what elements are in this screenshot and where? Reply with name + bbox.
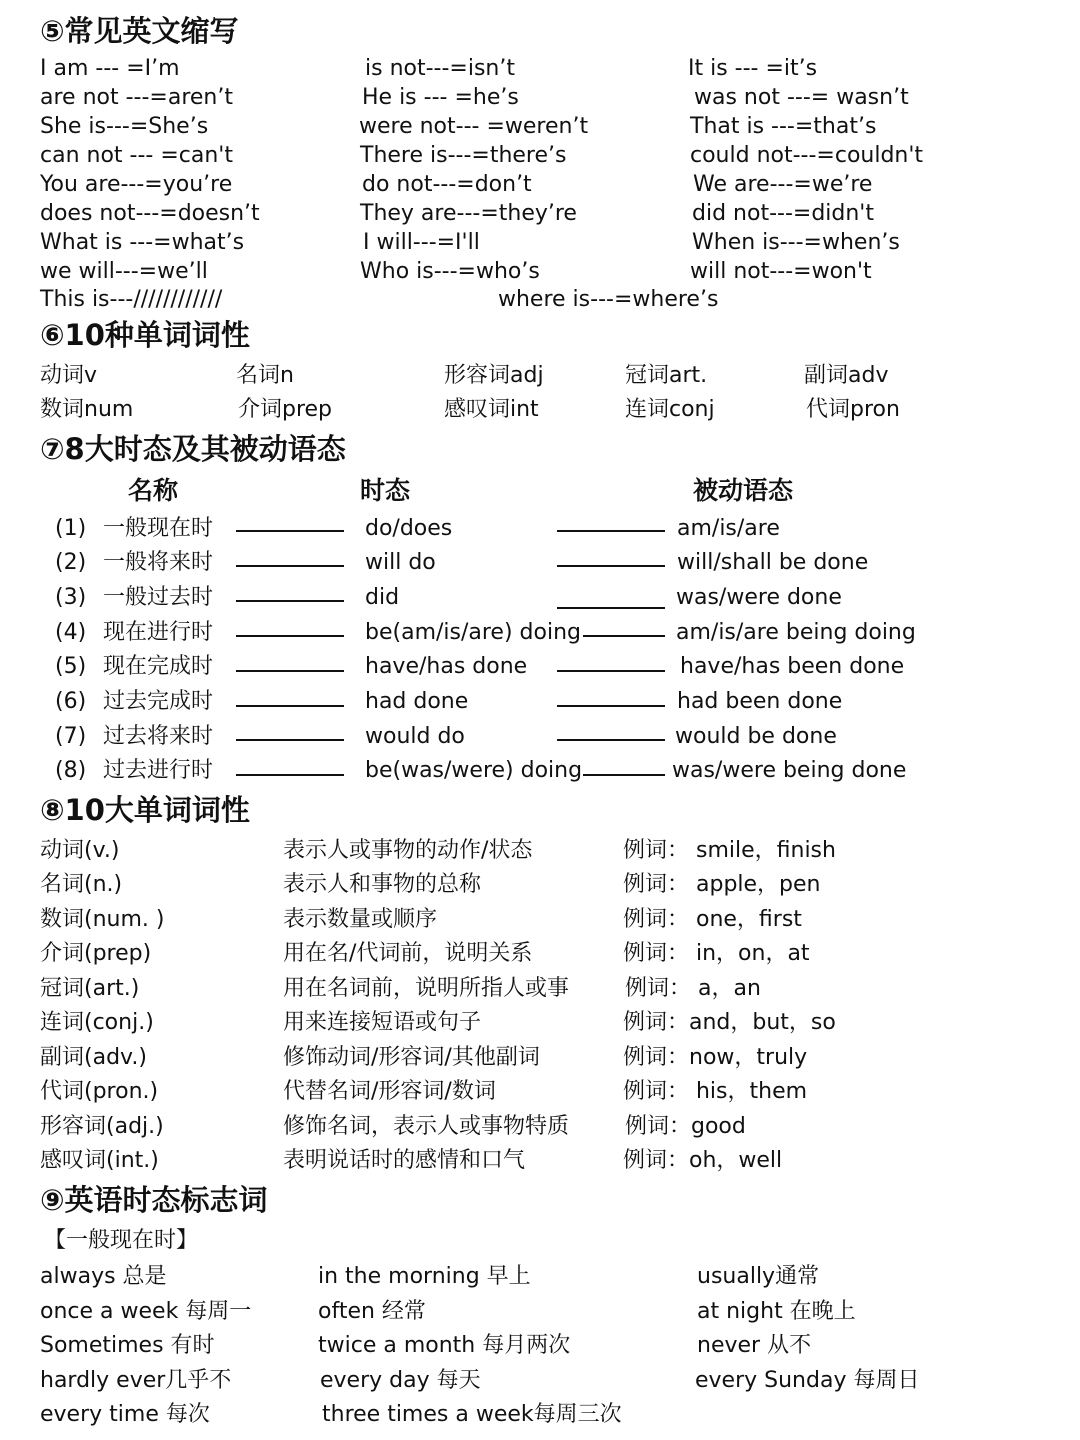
passive-form: have/has been done [680, 654, 905, 679]
pos-description: 表示数量或顺序 [283, 907, 438, 932]
connector-line [236, 739, 344, 741]
abbrev-item: was not ---= wasn’t [694, 85, 909, 110]
passive-form: would be done [675, 724, 837, 749]
abbrev-item: He is --- =he’s [362, 85, 519, 110]
pos-item: 名词n [236, 363, 294, 388]
abbrev-item: we will---=we’ll [40, 259, 208, 284]
abbrev-item: does not---=doesn’t [40, 201, 260, 226]
pos-name: 连词(conj.) [40, 1010, 154, 1035]
connector-line [557, 705, 665, 707]
pos-name: 代词(pron.) [40, 1079, 159, 1104]
section-9-title: ⑨英语时态标志词 [40, 1183, 268, 1217]
tense-number: (5) [55, 654, 87, 679]
connector-line [557, 739, 665, 741]
pos-name: 冠词(art.) [40, 976, 140, 1001]
tense-form: will do [365, 550, 436, 575]
tense-name: 过去进行时 [103, 758, 214, 783]
pos-name: 名词(n.) [40, 872, 123, 897]
abbrev-item: will not---=won't [690, 259, 872, 284]
pos-examples: 例词：now，truly [623, 1045, 808, 1070]
connector-line [583, 774, 665, 776]
abbrev-item: is not---=isn’t [365, 56, 515, 81]
abbrev-item: This is---//////////// [40, 287, 223, 312]
pos-item: 数词num [40, 397, 134, 422]
abbrev-item: That is ---=that’s [690, 114, 877, 139]
pos-description: 用来连接短语或句子 [283, 1010, 482, 1035]
pos-description: 表示人和事物的总称 [283, 872, 482, 897]
connector-line [236, 705, 344, 707]
pos-description: 表示人或事物的动作/状态 [283, 838, 533, 863]
tense-name: 现在进行时 [103, 620, 214, 645]
section-6-title: ⑥10种单词词性 [40, 318, 250, 352]
pos-examples: 例词：oh，well [623, 1148, 783, 1173]
tense-form: be(am/is/are) doing [365, 620, 581, 645]
signal-word: in the morning 早上 [318, 1264, 531, 1289]
tense-number: (7) [55, 724, 87, 749]
tense-name: 一般现在时 [103, 516, 214, 541]
signal-word: twice a month 每月两次 [318, 1333, 571, 1358]
pos-examples: 例词： in，on，at [623, 941, 810, 966]
abbrev-item: Who is---=who’s [360, 259, 540, 284]
pos-examples: 例词：good [625, 1114, 746, 1139]
passive-form: will/shall be done [677, 550, 869, 575]
passive-form: am/is/are [677, 516, 780, 541]
pos-name: 副词(adv.) [40, 1045, 147, 1070]
signal-word: hardly ever几乎不 [40, 1368, 232, 1393]
tense-number: (6) [55, 689, 87, 714]
connector-line [557, 607, 665, 609]
signal-word: often 经常 [318, 1299, 426, 1324]
pos-examples: 例词： one，first [623, 907, 802, 932]
abbrev-item: It is --- =it’s [688, 56, 818, 81]
tense-form: had done [365, 689, 469, 714]
connector-line [557, 530, 665, 532]
connector-line [236, 670, 344, 672]
abbrev-item: did not---=didn't [692, 201, 874, 226]
pos-item: 感叹词int [444, 397, 539, 422]
pos-name: 介词(prep) [40, 941, 152, 966]
abbrev-item: What is ---=what’s [40, 230, 245, 255]
tense-form: have/has done [365, 654, 528, 679]
signal-word: three times a week每周三次 [322, 1402, 622, 1427]
signal-word: always 总是 [40, 1264, 167, 1289]
tense-form: do/does [365, 516, 453, 541]
pos-examples: 例词： apple，pen [623, 872, 821, 897]
tense-name: 一般将来时 [103, 550, 214, 575]
pos-name: 动词(v.) [40, 838, 120, 863]
abbrev-item: are not ---=aren’t [40, 85, 233, 110]
tense-number: (2) [55, 550, 87, 575]
tense-name: 过去将来时 [103, 724, 214, 749]
pos-item: 形容词adj [444, 363, 544, 388]
passive-form: was/were being done [672, 758, 907, 783]
connector-line [557, 670, 665, 672]
connector-line [583, 635, 665, 637]
connector-line [557, 565, 665, 567]
pos-name: 形容词(adj.) [40, 1114, 164, 1139]
signal-word: at night 在晚上 [697, 1299, 856, 1324]
passive-form: am/is/are being doing [676, 620, 916, 645]
tense-form: did [365, 585, 400, 610]
tense-form: would do [365, 724, 465, 749]
pos-name: 数词(num. ) [40, 907, 165, 932]
pos-description: 修饰名词，表示人或事物特质 [283, 1114, 570, 1139]
abbrev-item: We are---=we’re [693, 172, 873, 197]
column-header-tense: 时态 [360, 476, 411, 505]
pos-item: 副词adv [804, 363, 889, 388]
abbrev-item: They are---=they’re [360, 201, 577, 226]
connector-line [236, 774, 344, 776]
tense-form: be(was/were) doing [365, 758, 583, 783]
abbrev-item: could not---=couldn't [690, 143, 924, 168]
signal-word: Sometimes 有时 [40, 1333, 215, 1358]
pos-description: 修饰动词/形容词/其他副词 [283, 1045, 540, 1070]
abbrev-item: I am --- =I’m [40, 56, 180, 81]
tense-number: (4) [55, 620, 87, 645]
tense-name: 过去完成时 [103, 689, 214, 714]
pos-examples: 例词： a，an [625, 976, 761, 1001]
tense-number: (3) [55, 585, 87, 610]
signal-word: never 从不 [697, 1333, 812, 1358]
pos-item: 冠词art. [625, 363, 708, 388]
pos-description: 用在名/代词前，说明关系 [283, 941, 533, 966]
abbrev-item: can not --- =can't [40, 143, 233, 168]
section-8-title: ⑧10大单词词性 [40, 793, 250, 827]
pos-item: 连词conj [625, 397, 715, 422]
pos-description: 表明说话时的感情和口气 [283, 1148, 526, 1173]
pos-name: 感叹词(int.) [40, 1148, 159, 1173]
abbrev-item: When is---=when’s [692, 230, 900, 255]
pos-item: 代词pron [806, 397, 900, 422]
signal-word: every time 每次 [40, 1402, 210, 1427]
abbrev-item: I will---=I'll [363, 230, 480, 255]
signal-word: every day 每天 [320, 1368, 481, 1393]
abbrev-item: You are---=you’re [40, 172, 233, 197]
connector-line [236, 635, 344, 637]
connector-line [236, 565, 344, 567]
connector-line [236, 600, 344, 602]
tense-name: 现在完成时 [103, 654, 214, 679]
tense-number: (1) [55, 516, 87, 541]
passive-form: had been done [677, 689, 843, 714]
abbrev-item-extra: where is---=where’s [498, 287, 719, 312]
passive-form: was/were done [676, 585, 842, 610]
abbrev-item: There is---=there’s [360, 143, 567, 168]
signal-word: usually通常 [697, 1264, 820, 1289]
connector-line [236, 530, 344, 532]
section-7-title: ⑦8大时态及其被动语态 [40, 432, 346, 466]
column-header-name: 名称 [128, 476, 179, 505]
pos-examples: 例词： his，them [623, 1079, 808, 1104]
pos-description: 用在名词前，说明所指人或事 [283, 976, 570, 1001]
signal-word: once a week 每周一 [40, 1299, 252, 1324]
simple-present-subtitle: 【一般现在时】 [44, 1228, 199, 1253]
abbrev-item: do not---=don’t [362, 172, 532, 197]
pos-examples: 例词： smile，finish [623, 838, 836, 863]
section-5-title: ⑤常见英文缩写 [40, 14, 239, 48]
column-header-passive: 被动语态 [693, 476, 794, 505]
pos-description: 代替名词/形容词/数词 [283, 1079, 496, 1104]
signal-word: every Sunday 每周日 [695, 1368, 920, 1393]
pos-item: 动词v [40, 363, 98, 388]
abbrev-item: She is---=She’s [40, 114, 209, 139]
pos-examples: 例词：and，but，so [623, 1010, 836, 1035]
abbrev-item: were not--- =weren’t [359, 114, 589, 139]
tense-name: 一般过去时 [103, 585, 214, 610]
tense-number: (8) [55, 758, 87, 783]
pos-item: 介词prep [238, 397, 333, 422]
